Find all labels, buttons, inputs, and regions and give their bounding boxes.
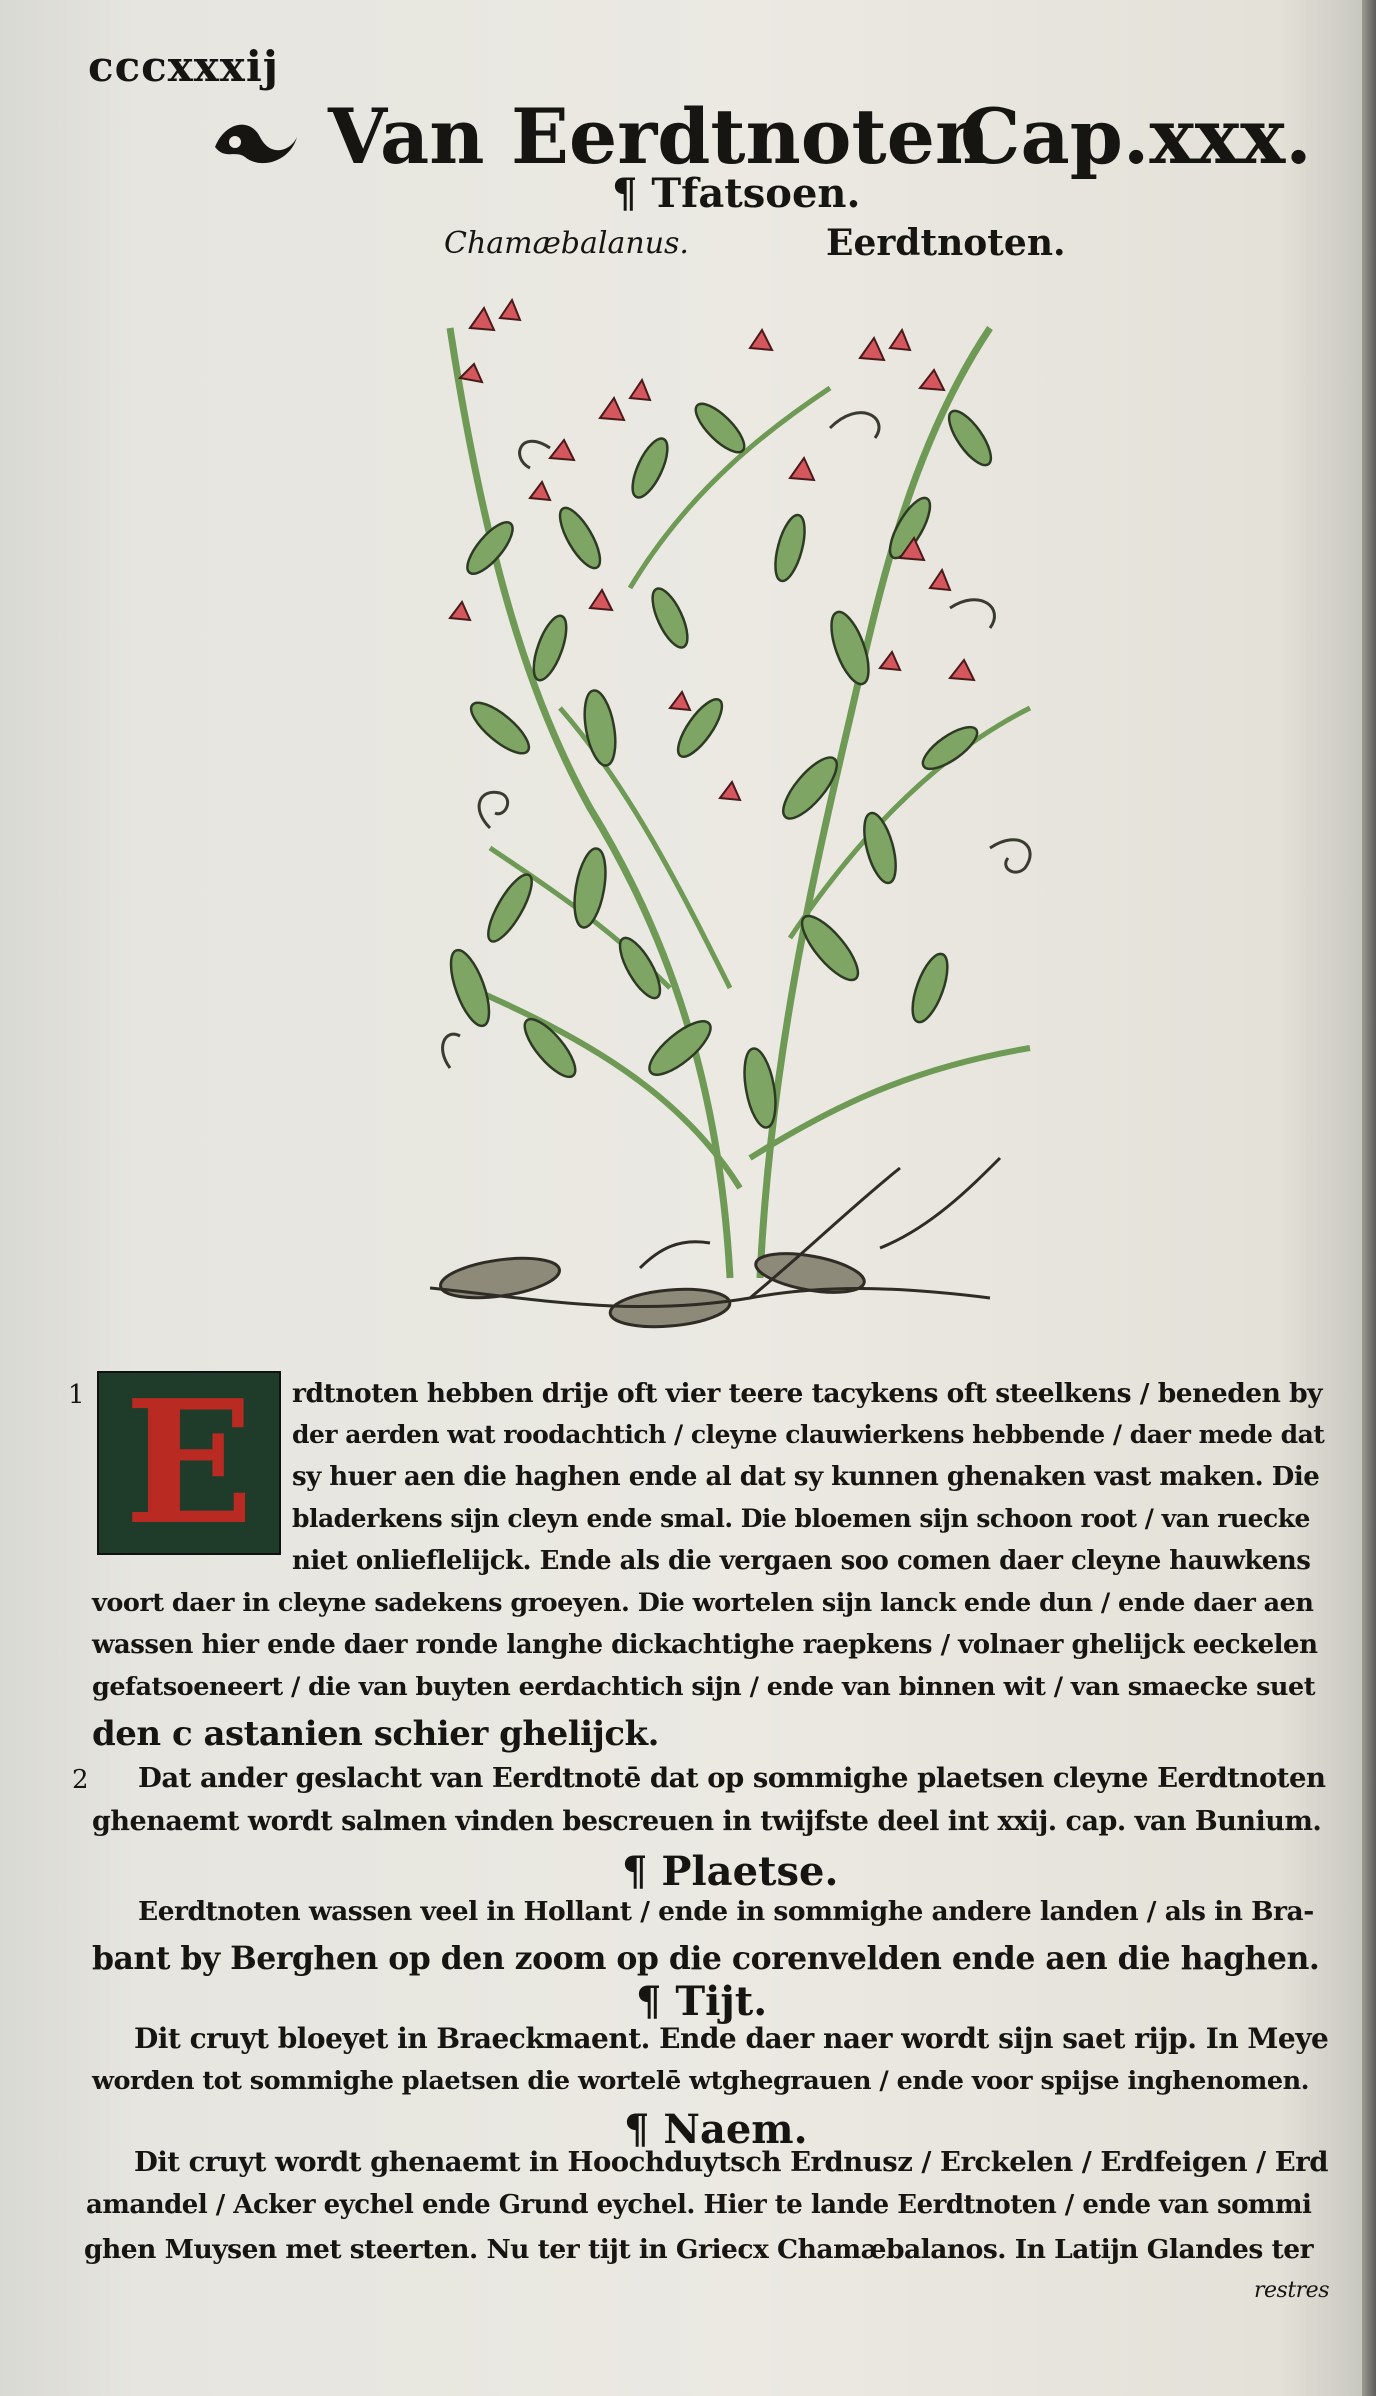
text-line: voort daer in cleyne sadekens groeyen. Die wortelen sijn lanck ende dun / ende daer aen xyxy=(92,1588,1314,1618)
margin-number-2: 2 xyxy=(72,1765,89,1795)
book-spine-edge xyxy=(1362,0,1376,2396)
text-line: rdtnoten hebben drije oft vier teere tacykens oft steelkens / beneden by xyxy=(292,1378,1323,1409)
text-line: gefatsoeneert / die van buyten eerdachtich sijn / ende van binnen wit / van smaecke suet xyxy=(92,1672,1315,1702)
text-line: ghen Muysen met steerten. Nu ter tijt in Griecx Chamæbalanos. In Latijn Glandes ter xyxy=(84,2234,1314,2265)
text-line: bladerkens sijn cleyn ende smal. Die bloemen sijn schoon root / van ruecke xyxy=(292,1504,1310,1533)
section-heading-tijt: ¶ Tijt. xyxy=(636,1978,768,2025)
text-line: Dit cruyt wordt ghenaemt in Hoochduytsch Erdnusz / Erckelen / Erdfeigen / Erd xyxy=(134,2146,1328,2178)
text-line: Dit cruyt bloeyet in Braeckmaent. Ende daer naer wordt sijn saet rijp. In Meye xyxy=(134,2022,1329,2055)
section-heading-plaetse: ¶ Plaetse. xyxy=(622,1848,839,1895)
plant-woodcut-illustration xyxy=(430,288,1050,1348)
margin-number-1: 1 xyxy=(68,1380,85,1410)
text-line: Dat ander geslacht van Eerdtnotē dat op sommighe plaetsen cleyne Eerdtnoten xyxy=(138,1762,1326,1794)
section-heading-naem: ¶ Naem. xyxy=(624,2106,808,2153)
chapter-number: Cap.xxx. xyxy=(960,92,1312,181)
text-line: amandel / Acker eychel ende Grund eychel. Hier te lande Eerdtnoten / ende van sommi xyxy=(86,2190,1312,2220)
text-line: restres xyxy=(1254,2278,1329,2303)
latin-plant-name: Chamæbalanus. xyxy=(444,226,689,261)
text-line: sy huer aen die haghen ende al dat sy kunnen ghenaken vast maken. Die xyxy=(292,1462,1320,1492)
text-line: bant by Berghen op den zoom op die corenvelden ende aen die haghen. xyxy=(92,1940,1320,1977)
initial-letter: E xyxy=(124,1363,254,1563)
text-line: worden tot sommighe plaetsen die wortelē wtghegrauen / ende voor spijse inghenomen. xyxy=(92,2066,1310,2096)
chapter-title: Van Eerdtnoten xyxy=(328,92,991,181)
fleuron-ornament xyxy=(205,112,305,172)
text-line: ghenaemt wordt salmen vinden bescreuen in twijfste deel int xxij. cap. van Bunium. xyxy=(92,1806,1322,1837)
dutch-plant-name: Eerdtnoten. xyxy=(826,222,1066,264)
text-line: der aerden wat roodachtich / cleyne clauwierkens hebbende / daer mede dat xyxy=(292,1420,1325,1449)
text-line: niet onlieflelijck. Ende als die vergaen soo comen daer cleyne hauwkens xyxy=(292,1546,1311,1576)
text-line: Eerdtnoten wassen veel in Hollant / ende in sommighe andere landen / als in Bra- xyxy=(138,1896,1314,1927)
folio-number: cccxxxij xyxy=(88,42,279,91)
text-line: wassen hier ende daer ronde langhe dickachtighe raepkens / volnaer ghelijck eeckelen xyxy=(92,1630,1318,1660)
text-line: den c astanien schier ghelijck. xyxy=(92,1714,659,1754)
decorated-initial xyxy=(97,1363,281,1563)
section-heading-fatsoen: ¶ Tfatsoen. xyxy=(612,170,861,217)
